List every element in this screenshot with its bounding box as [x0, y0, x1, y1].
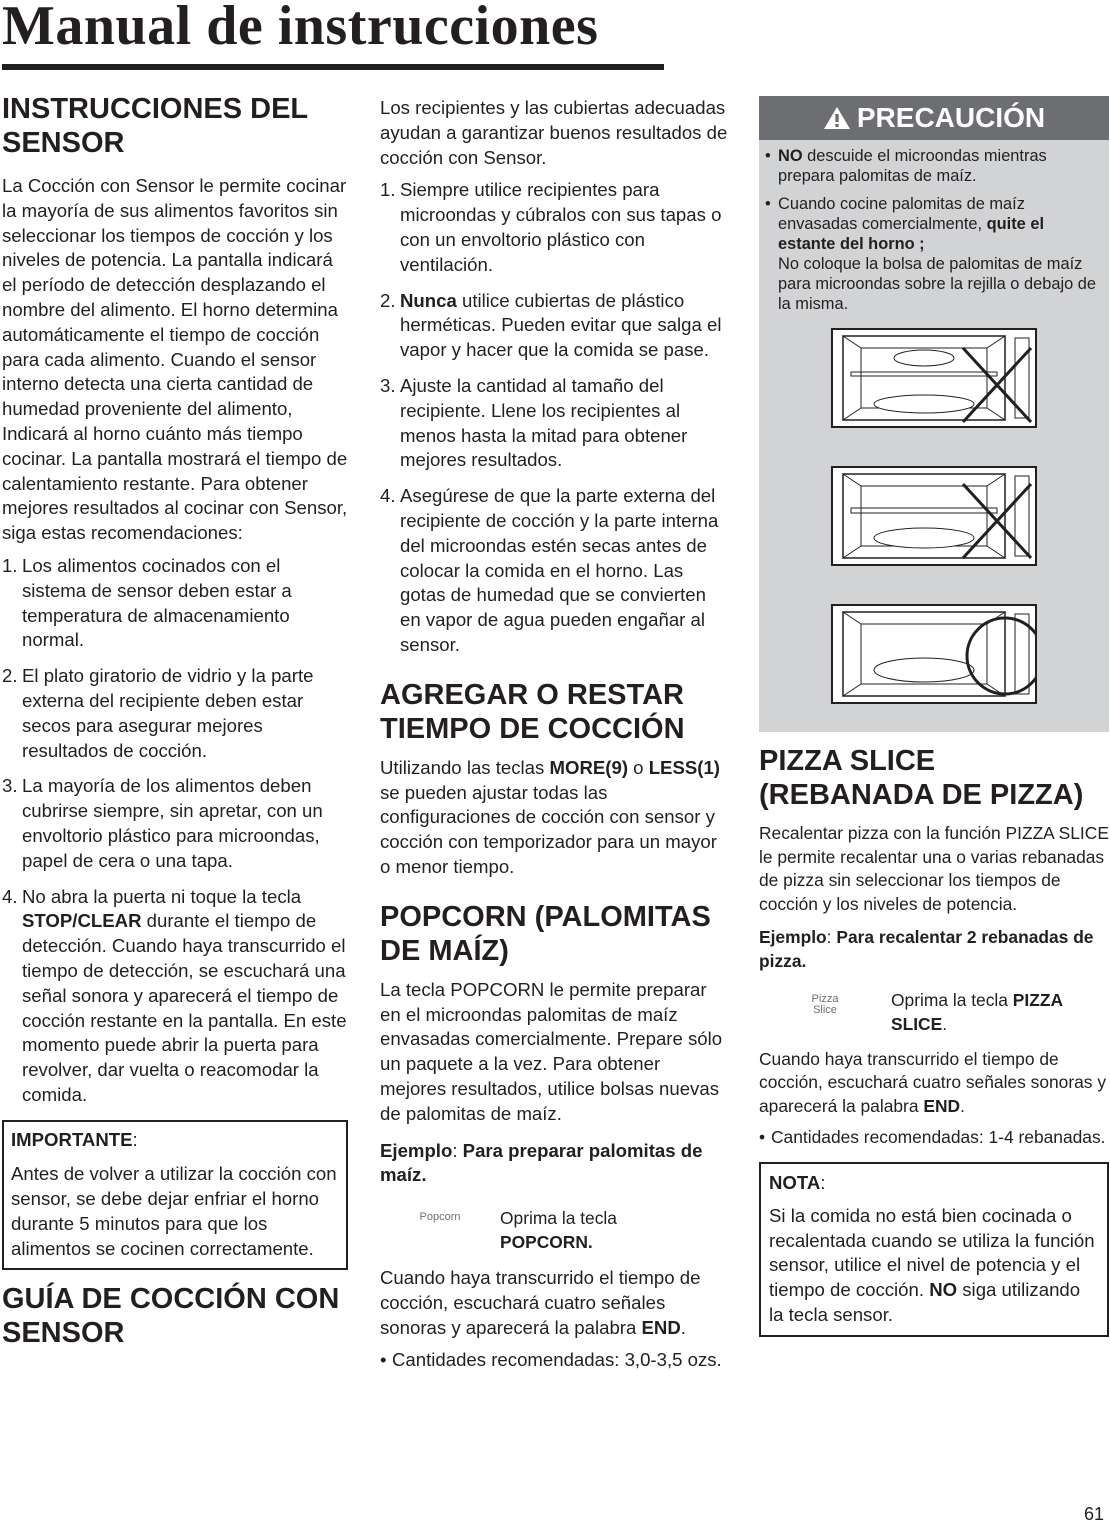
- importante-label: IMPORTANTE:: [11, 1128, 138, 1150]
- oven-illustration-rack-below: [831, 466, 1037, 566]
- nota-label: NOTA:: [769, 1171, 826, 1193]
- list-item: 1. Los alimentos cocinados con el sistema de sensor deben estar a temperatura de almacenamiento normal.: [2, 554, 292, 651]
- column-1: [2, 92, 348, 1360]
- oven-illustration-rack-above: [831, 328, 1037, 428]
- adjust-time-text: Utilizando las teclas MORE(9) o LESS(1) se pueden ajustar todas las configuraciones de cocción con sensor y cocción con temporizador para un mayor o menor tiempo.: [380, 756, 720, 877]
- nota-text: Si la comida no está bien cocinada o recalentada cuando se utiliza la función sensor, utilice el nivel de potencia y el tiempo de cocción. NO siga utilizando la tecla sensor.: [769, 1204, 1095, 1325]
- containers-intro: Los recipientes y las cubiertas adecuadas ayudan a garantizar buenos resultados de cocción con Sensor.: [380, 97, 728, 168]
- list-item: • NO descuide el microondas mientras prepara palomitas de maíz.: [765, 147, 1047, 185]
- heading-adjust-time: AGREGAR O RESTAR TIEMPO DE COCCIÓN: [380, 678, 685, 745]
- list-item: 3. La mayoría de los alimentos deben cubrirse siempre, sin apretar, con un envoltorio plástico para microondas, papel de cera o una tapa.: [2, 775, 323, 871]
- heading-sensor-guide: GUÍA DE COCCIÓN CON SENSOR: [2, 1282, 340, 1349]
- heading-sensor-instructions: INSTRUCCIONES DEL SENSOR: [2, 93, 308, 159]
- pizza-quantity: • Cantidades recomendadas: 1-4 rebanadas.: [759, 1127, 1106, 1148]
- heading-pizza-slice: PIZZA SLICE (REBANADA DE PIZZA): [759, 745, 1084, 811]
- list-item: 4. Asegúrese de que la parte externa del recipiente de cocción y la parte interna del microondas estén secas antes de colocar la comida en el horno. Las gotas de humedad que se convierten en vapor de agua pueden engañar al sensor.: [380, 485, 719, 655]
- list-item: 4. No abra la puerta ni toque la tecla STOP/CLEAR durante el tiempo de detección. Cuando haya transcurrido el tiempo de detección, se escuchará una señal sonora y aparecerá el tiempo de cocción restante en la pantalla. En este momento puede abrir la puerta para revolver, dar vuelta o reacomodar la comida.: [2, 885, 347, 1105]
- title-rule: [2, 64, 664, 70]
- list-item: 2. Nunca utilice cubiertas de plástico herméticas. Pueden evitar que salga el vapor y hacer que la comida se pase.: [380, 289, 722, 361]
- importante-box: [2, 1120, 348, 1270]
- column-2: [380, 96, 730, 1373]
- pizza-step-text: Oprima la tecla PIZZA SLICE.: [891, 989, 1063, 1034]
- oven-illustration-correct: [831, 604, 1037, 704]
- popcorn-key[interactable]: Popcorn: [419, 1211, 461, 1224]
- popcorn-step: [380, 1206, 730, 1254]
- caution-header: PRECAUCIÓN: [759, 96, 1109, 140]
- popcorn-example: Ejemplo: Para preparar palomitas de maíz.: [380, 1139, 703, 1186]
- sensor-intro: La Cocción con Sensor le permite cocinar la mayoría de sus alimentos favoritos sin seleccionar los tiempos de cocción y los niveles de potencia. La pantalla indicará el período de detección desplazando el nombre del alimento. El horno determina automáticamente el tiempo de cocción para cada alimento. Cuando el sensor interno detecta una cierta cantidad de humedad proveniente del alimento, Indicará al horno cuánto más tiempo cocinar. La pantalla mostrará el tiempo de calentamiento restante. Para obtener mejores resultados al cocinar con Sensor, siga estas recomendaciones:: [2, 175, 348, 544]
- popcorn-text: La tecla POPCORN le permite preparar en el microondas palomitas de maíz envasadas comercialmente. Prepare sólo un paquete a la vez. Para obtener mejores resultados, utilice bolsas nuevas de palomitas de maíz.: [380, 978, 723, 1124]
- pizza-example: Ejemplo: Para recalentar 2 rebanadas de pizza.: [759, 927, 1094, 971]
- list-item: 3. Ajuste la cantidad al tamaño del recipiente. Llene los recipientes al menos hasta la mitad para obtener mejores resultados.: [380, 374, 688, 471]
- caution-box: [759, 96, 1109, 732]
- list-item: • Cuando cocine palomitas de maíz envasadas comercialmente, quite el estante del horno ; No coloque la bolsa de palomitas de maíz para microondas sobre la rejilla o debajo de la misma.: [765, 195, 1096, 313]
- heading-popcorn: POPCORN (PALOMITAS DE MAÍZ): [380, 900, 711, 967]
- page-number: 61: [1084, 1504, 1105, 1524]
- pizza-step: [759, 988, 1109, 1036]
- pizza-after: Cuando haya transcurrido el tiempo de cocción, escuchará cuatro señales sonoras y aparecerá la palabra END.: [759, 1048, 1107, 1116]
- warning-icon: [823, 106, 851, 130]
- popcorn-quantity: • Cantidades recomendadas: 3,0-3,5 ozs.: [380, 1349, 722, 1371]
- nota-box: [759, 1162, 1109, 1337]
- popcorn-after: Cuando haya transcurrido el tiempo de cocción, escuchará cuatro señales sonoras y aparecerá la palabra END.: [380, 1267, 701, 1338]
- list-item: 1. Siempre utilice recipientes para microondas y cúbralos con sus tapas o con un envoltorio plástico con ventilación.: [380, 179, 722, 275]
- pizza-text: Recalentar pizza con la función PIZZA SLICE le permite recalentar una o varias rebanadas de pizza sin seleccionar los tiempos de cocción y los niveles de potencia.: [759, 823, 1109, 914]
- popcorn-step-text: Oprima la tecla POPCORN.: [500, 1208, 617, 1253]
- column-3: [759, 96, 1109, 1337]
- list-item: 2. El plato giratorio de vidrio y la parte externa del recipiente deben estar secos para asegurar mejores resultados de cocción.: [2, 665, 314, 761]
- containers-list: [380, 178, 730, 657]
- sensor-recommendations-list: [2, 554, 348, 1108]
- pizza-slice-key[interactable]: Pizza Slice: [811, 992, 839, 1016]
- page-title: Manual de instrucciones: [2, 0, 599, 57]
- importante-text: Antes de volver a utilizar la cocción con sensor, se debe dejar enfriar el horno durante 5 minutos para que los alimentos se cocinen correctamente.: [11, 1163, 337, 1259]
- caution-list: [759, 140, 1109, 314]
